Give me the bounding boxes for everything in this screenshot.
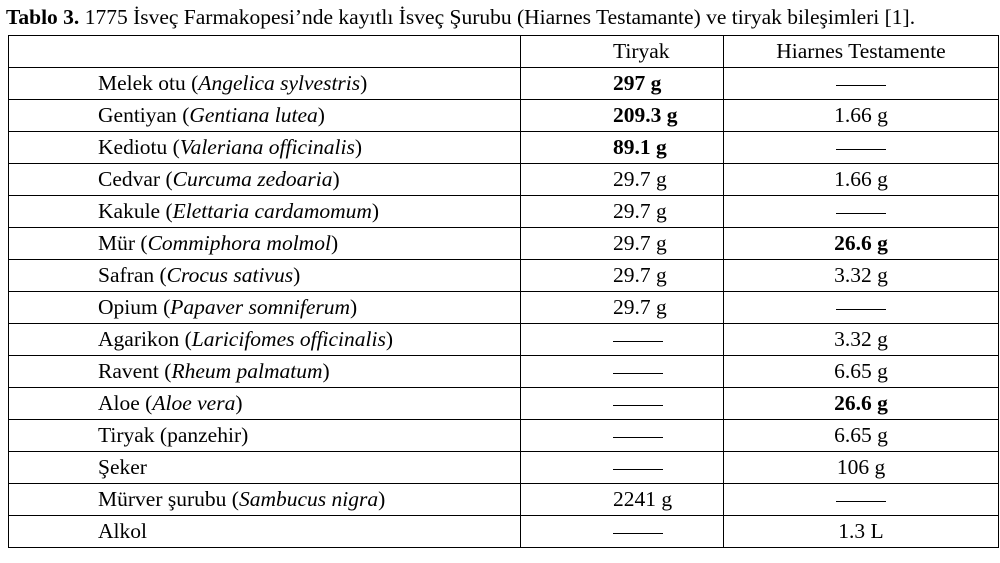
tiryak-value-cell xyxy=(521,132,724,164)
hiarnes-value: 1.3 L xyxy=(838,519,884,543)
table-row xyxy=(9,164,999,196)
hiarnes-value-cell xyxy=(724,132,999,164)
hiarnes-value: 26.6 g xyxy=(834,231,888,255)
tiryak-value-cell xyxy=(521,196,724,228)
ingredient-name: Kakule xyxy=(98,199,161,223)
hiarnes-value-cell xyxy=(724,324,999,356)
ingredient-name: Kediotu xyxy=(98,135,168,159)
table-row xyxy=(9,452,999,484)
ingredient-name: Mürver şurubu xyxy=(98,487,227,511)
table-row xyxy=(9,260,999,292)
latin-name: Rheum palmatum xyxy=(171,359,323,383)
table-row xyxy=(9,292,999,324)
ingredient-name: Ravent xyxy=(98,359,159,383)
latin-name: Angelica sylvestris xyxy=(198,71,361,95)
hiarnes-value-cell xyxy=(724,356,999,388)
hiarnes-value-cell xyxy=(724,68,999,100)
ingredient-cell: Aloe (Aloe vera) xyxy=(9,388,521,420)
tiryak-value: 29.7 g xyxy=(613,199,667,223)
ingredient-cell xyxy=(9,452,521,484)
table-row xyxy=(9,132,999,164)
empty-dash xyxy=(836,213,886,214)
ingredient-cell xyxy=(9,516,521,548)
tiryak-value: 2241 g xyxy=(613,487,673,511)
empty-dash xyxy=(613,405,663,406)
latin-name: Curcuma zedoaria xyxy=(172,167,333,191)
tiryak-value: 29.7 g xyxy=(613,231,667,255)
tiryak-value-cell xyxy=(521,100,724,132)
ingredient-name: Melek otu xyxy=(98,71,186,95)
empty-dash xyxy=(613,373,663,374)
header-tiryak: Tiryak xyxy=(521,36,724,68)
latin-name: Commiphora molmol xyxy=(147,231,331,255)
latin-name: Aloe vera xyxy=(152,391,236,415)
ingredient-cell: Opium (Papaver somniferum) xyxy=(9,292,521,324)
ingredient-name: Gentiyan xyxy=(98,103,177,127)
composition-table xyxy=(8,35,999,548)
table-row xyxy=(9,324,999,356)
latin-name: Sambucus nigra xyxy=(238,487,379,511)
tiryak-value-cell xyxy=(521,292,724,324)
table-row xyxy=(9,68,999,100)
tiryak-value-cell xyxy=(521,484,724,516)
tiryak-value: 29.7 g xyxy=(613,263,667,287)
ingredient-cell: Cedvar (Curcuma zedoaria) xyxy=(9,164,521,196)
hiarnes-value: 106 g xyxy=(836,455,886,479)
ingredient-name: Mür xyxy=(98,231,136,255)
tiryak-value-cell xyxy=(521,260,724,292)
table-caption xyxy=(6,2,915,32)
empty-dash xyxy=(613,469,663,470)
ingredient-name: Opium xyxy=(98,295,158,319)
hiarnes-value-cell xyxy=(724,420,999,452)
empty-dash xyxy=(836,149,886,150)
tiryak-value: 29.7 g xyxy=(613,295,667,319)
caption-label: Tablo 3. xyxy=(6,5,80,29)
ingredient-cell: Safran (Crocus sativus) xyxy=(9,260,521,292)
table-body xyxy=(9,68,999,548)
tiryak-value-cell xyxy=(521,164,724,196)
ingredient-cell: Melek otu (Angelica sylvestris) xyxy=(9,68,521,100)
tiryak-value-cell xyxy=(521,388,724,420)
ingredient-cell xyxy=(9,420,521,452)
ingredient-name: Agarikon xyxy=(98,327,180,351)
latin-name: Elettaria cardamomum xyxy=(172,199,372,223)
table-row xyxy=(9,100,999,132)
ingredient-cell: Mür (Commiphora molmol) xyxy=(9,228,521,260)
hiarnes-value: 1.66 g xyxy=(834,103,888,127)
hiarnes-value-cell xyxy=(724,260,999,292)
table-row xyxy=(9,484,999,516)
ingredient-cell: Kediotu (Valeriana officinalis) xyxy=(9,132,521,164)
hiarnes-value: 3.32 g xyxy=(834,327,888,351)
hiarnes-value-cell xyxy=(724,292,999,324)
latin-name: Papaver somniferum xyxy=(170,295,351,319)
ingredient-cell: Mürver şurubu (Sambucus nigra) xyxy=(9,484,521,516)
header-row xyxy=(9,36,999,68)
hiarnes-value-cell xyxy=(724,388,999,420)
ingredient-cell: Ravent (Rheum palmatum) xyxy=(9,356,521,388)
table-row xyxy=(9,228,999,260)
tiryak-value-cell xyxy=(521,420,724,452)
caption-text: 1775 İsveç Farmakopesi’nde kayıtlı İsveç Şurubu (Hiarnes Testamante) ve tiryak bileşimleri [1]. xyxy=(79,5,916,29)
tiryak-value-cell xyxy=(521,356,724,388)
ingredient-name: Aloe xyxy=(98,391,140,415)
latin-name: Valeriana officinalis xyxy=(179,135,355,159)
table-row xyxy=(9,420,999,452)
tiryak-value-cell xyxy=(521,68,724,100)
ingredient-name: Tiryak (panzehir) xyxy=(98,423,249,447)
tiryak-value-cell xyxy=(521,324,724,356)
latin-name: Laricifomes officinalis xyxy=(191,327,386,351)
ingredient-name: Şeker xyxy=(98,455,147,479)
empty-dash xyxy=(836,501,886,502)
hiarnes-value: 3.32 g xyxy=(834,263,888,287)
table-row xyxy=(9,516,999,548)
ingredient-name: Safran xyxy=(98,263,155,287)
ingredient-cell: Kakule (Elettaria cardamomum) xyxy=(9,196,521,228)
tiryak-value: 89.1 g xyxy=(613,135,667,159)
table-row xyxy=(9,356,999,388)
header-ingredient xyxy=(9,36,521,68)
ingredient-cell: Gentiyan (Gentiana lutea) xyxy=(9,100,521,132)
header-hiarnes: Hiarnes Testamente xyxy=(724,36,999,68)
hiarnes-value-cell xyxy=(724,452,999,484)
empty-dash xyxy=(836,309,886,310)
empty-dash xyxy=(613,437,663,438)
tiryak-value-cell xyxy=(521,516,724,548)
hiarnes-value-cell xyxy=(724,196,999,228)
hiarnes-value: 1.66 g xyxy=(834,167,888,191)
empty-dash xyxy=(836,85,886,86)
tiryak-value: 297 g xyxy=(613,71,662,95)
hiarnes-value-cell xyxy=(724,516,999,548)
latin-name: Crocus sativus xyxy=(166,263,294,287)
ingredient-name: Cedvar xyxy=(98,167,161,191)
tiryak-value: 209.3 g xyxy=(613,103,678,127)
empty-dash xyxy=(613,341,663,342)
hiarnes-value-cell xyxy=(724,228,999,260)
hiarnes-value: 6.65 g xyxy=(834,423,888,447)
tiryak-value-cell xyxy=(521,452,724,484)
ingredient-cell: Agarikon (Laricifomes officinalis) xyxy=(9,324,521,356)
hiarnes-value-cell xyxy=(724,484,999,516)
ingredient-name: Alkol xyxy=(98,519,147,543)
latin-name: Gentiana lutea xyxy=(189,103,318,127)
hiarnes-value-cell xyxy=(724,164,999,196)
table-row xyxy=(9,388,999,420)
hiarnes-value-cell xyxy=(724,100,999,132)
empty-dash xyxy=(613,533,663,534)
hiarnes-value: 6.65 g xyxy=(834,359,888,383)
tiryak-value-cell xyxy=(521,228,724,260)
hiarnes-value: 26.6 g xyxy=(834,391,888,415)
tiryak-value: 29.7 g xyxy=(613,167,667,191)
table-row xyxy=(9,196,999,228)
